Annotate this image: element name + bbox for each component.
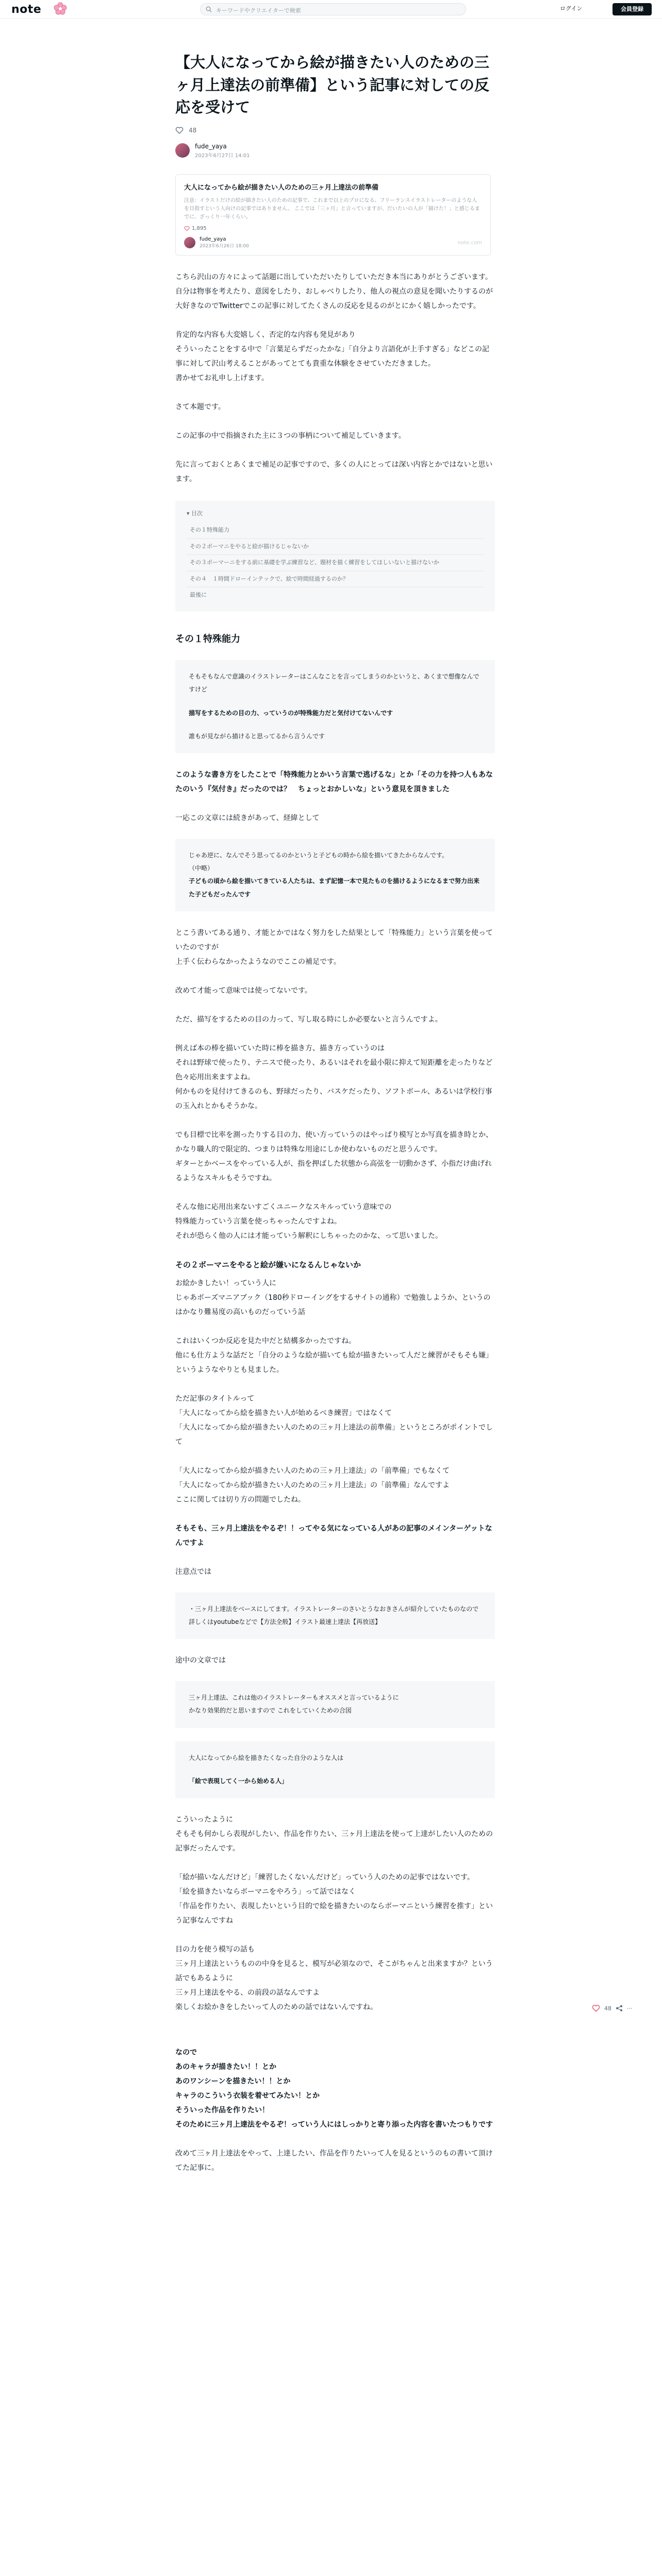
paragraph: このような書き方をしたことで「特殊能力とかいう言葉で逃げるな」とか「その力を持つ人もあなたのいう『気付き』だったのでは？ ちょっとおかしいな」という意見を頂きました — [175, 771, 493, 794]
embed-like-count: 1,895 — [192, 226, 207, 231]
toc-item[interactable]: その２ボーマニをやると絵が描けるじゃないか — [187, 539, 484, 555]
paragraph: 改めて三ヶ月上達法をやって、上達したい、作品を作りたいって人を見るというのもの書いて頂けてた記事に。 — [175, 2149, 493, 2172]
quote-line: じゃあ逆に、なんでそう思ってるのかというと子どもの時から絵を描いてきたからなんです。 — [189, 852, 449, 859]
paragraph: とこう書いてある通り、才能とかではなく努力をした結果として「特殊能力」という言葉を使っていたのですが 上手く伝わらなかったようなのでここの補足です。 — [175, 928, 493, 966]
blockquote — [175, 660, 495, 753]
embed-like — [184, 226, 482, 231]
toc-item[interactable]: その３ボーマーニをする前に基礎を学ぶ練習など、題材を描く練習をしてほしいないと描けないか — [187, 555, 484, 571]
toc-heading[interactable]: ▾ 目次 — [187, 510, 203, 517]
login-link[interactable]: ログイン — [560, 5, 583, 12]
paragraph: 注意点では — [175, 1567, 211, 1576]
quote-line: 「絵で表現してく一から始める人」 — [189, 1777, 288, 1785]
intro-paragraph: 肯定的な内容も大変嬉しく、否定的な内容も発見があり — [175, 331, 356, 339]
toc-item[interactable]: その１特殊能力 — [187, 522, 484, 539]
floating-like[interactable] — [592, 2004, 633, 2012]
paragraph: お絵かきしたい！っていう人に じゃあボーズマニアブック（180秒ドローイングをするサイトの通称）で勉強しようか、というのはかなり難易度の高いものだっていう話 — [175, 1279, 491, 1316]
author-name[interactable]: fude_yaya — [195, 142, 227, 150]
intro-paragraph: 自分は物事を考えたり、意図をしたり、おしゃべりしたり、他人の視点の意見を聞いたりするのが大好きなのでTwitterでこの記事に対してたくさんの反応を見るのがとにかく嬉しかったです。 — [175, 287, 493, 310]
avatar[interactable] — [175, 143, 190, 158]
search-input[interactable] — [200, 3, 466, 15]
search-icon — [206, 6, 212, 12]
embed-title[interactable]: 大人になってから絵が描きたい人のための三ヶ月上達法の前準備 — [184, 183, 379, 192]
intro-paragraph: この記事の中で指摘された主に３つの事柄について補足していきます。 — [175, 432, 406, 440]
paragraph: 一応この文章には続きがあって、経緯として — [175, 814, 320, 823]
embed-date: 2023年6月26日 18:00 — [200, 244, 249, 249]
heart-icon[interactable] — [175, 126, 184, 134]
paragraph: こういったように そもそも何かしら表現がしたい、作品を作りたい、三ヶ月上達法を使って上達がしたい人のための記事だったんです。 — [175, 1815, 493, 1853]
intro-paragraph: こちら沢山の方々によって話題に出していただいたりしていただき本当にありがとうございます。 — [175, 273, 492, 281]
paragraph: ただ、描写をするための目の力って、写し取る時にしか必要ないと言うんですよ。 — [175, 1015, 442, 1024]
paragraph: 途中の文章では — [175, 1656, 226, 1665]
paragraph: 「絵が描いなんだけど」「練習したくないんだけど」っていう人のための記事ではないです。 「絵を描きたいならボーマニをやろう」って話ではなく 「作品を作りたい、表現したいという目的で絵を描きたいのならボーマニという練習を推す」という記事なんですね — [175, 1873, 493, 1925]
embedded-article-card[interactable] — [175, 174, 491, 256]
table-of-contents — [175, 501, 495, 612]
paragraph: そんな他に応用出来ないすごくユニークなスキルっていう意味での 特殊能力っていう言葉を使っちゃったんですよね。 それが恐らく他の人には才能っていう解釈にしちゃったのかな、って思いました。 — [175, 1202, 442, 1240]
quote-line: そもそもなんで意識のイラストレーターはこんなことを言ってしまうのかというと、あくまで想像なんですけど — [189, 673, 479, 693]
toc-item[interactable]: 最後に — [190, 591, 207, 598]
floating-like-count: 48 — [604, 2005, 611, 2012]
paragraph: なので あのキャラが描きたい！！とか あのワンシーンを描きたい！！とか キャラのこういう衣装を着せてみたい！とか そういった作品を作りたい！ そのために三ヶ月上達法をやるぞ！っていう人にはしっかりと寄り添った内容を書いたつもりです — [175, 2048, 493, 2129]
more-icon[interactable]: ··· — [627, 2005, 633, 2012]
intro-paragraph: さて本題です。 — [175, 403, 225, 411]
search-placeholder: キーワードやクリエイターで検索 — [216, 7, 301, 14]
blockquote: ・三ヶ月上達法をベースにしてます。イラストレーターのさいとうなおきさんが紹介していたものなので詳しくはyoutubeなどで【方法全般】イラスト最速上達法【再放送】 — [175, 1592, 495, 1639]
toc-item[interactable]: その４ １時間ドローインテックで、絵で時間経過するのか？ — [187, 571, 484, 588]
paragraph: 例えば本の棒を描いていた時に棒を描き方、描き方っていうのは それは野球で使ったり、テニスで使ったり、あるいはそれを最小限に抑えて短距離を走ったりなど色々応用出来ますよね。 何かものを見付けてきるのも、野球だったり、バスケだったり、ソフトボール、あるいは学校行事の玉入れとかもそうかな。 — [175, 1044, 493, 1110]
like-count[interactable]: 48 — [189, 126, 197, 134]
article-title: 【大人になってから絵が描きたい人のための三ヶ月上達法の前準備】という記事に対しての反応を受けて — [175, 54, 490, 116]
blockquote — [175, 1741, 495, 1798]
quote-line: 描写をするための目の力、っていうのが特殊能力だと気付けてないんです — [189, 709, 393, 717]
site-header — [0, 0, 662, 19]
intro-paragraph: 先に言っておくとあくまで補足の記事ですので、多くの人にとっては深い内容とかではないと思います。 — [175, 461, 493, 483]
quote-line: 大人になってから絵を描きたくなった自分のような人は — [189, 1754, 344, 1761]
sakura-icon — [54, 2, 67, 15]
blockquote — [175, 839, 495, 911]
paragraph: 「大人になってから絵が描きたい人のための三ヶ月上達法」の「前準備」でもなくて 「大人になってから絵が描きたい人のための三ヶ月上達法」の「前準備」なんですよ ここに関しては切り方の問題でしたね。 — [175, 1466, 450, 1504]
embed-author — [184, 236, 482, 249]
blockquote: 三ヶ月上達法、これは他のイラストレーターもオススメと言っているように かなり効果的だと思いますので これをしていくための合図 — [175, 1681, 495, 1727]
heart-icon — [184, 226, 190, 231]
paragraph: これはいくつか反応を見た中だと結構多かったですね。 他にも仕方ような話だと「自分のような絵が描いても絵が描きたいって人だと練習がそもそも嫌」というようなやりとも見ました。 — [175, 1336, 493, 1374]
share-icon[interactable] — [616, 2005, 623, 2012]
like-row — [175, 124, 495, 137]
intro-paragraph: 書かせてお礼申し上げます。 — [175, 374, 269, 382]
quote-line: （中略） — [189, 865, 214, 872]
quote-line: 誰もが見ながら描けると思ってるから言うんです — [189, 732, 325, 740]
author-block[interactable] — [175, 143, 495, 159]
quote-line: 子どもの頃から絵を描いてきている人たちは、まず記憶一本で見たものを描けるようになるまで努力出来た子どもだったんです — [189, 877, 480, 898]
signup-button[interactable]: 会員登録 — [613, 3, 652, 15]
embed-description: 注意：イラストだけの絵が描きたい人のための記事で、これまで以上のプロになる、フリーランスイラストレーターのような人を目指すという人向けの記事ではありません。 ここでは「三ヶ月」と言っていますが、だいたいの人が「描けた！」と感じるまでに、ざっくり一年くらい。 — [184, 198, 480, 220]
paragraph: ただ記事のタイトルって 「大人になってから絵を描きたい人が始めるべき練習」ではなくて 「大人になってから絵が描きたい人のための三ヶ月上達法の前準備」というところがポイントでして — [175, 1394, 493, 1446]
section-heading: その１特殊能力 — [175, 633, 240, 645]
publish-date: 2023年6月27日 14:01 — [195, 152, 250, 159]
section-heading: その２ボーマニをやると絵が嫌いになるんじゃないか — [175, 1260, 361, 1269]
paragraph: でも目標で比率を測ったりする目の力、使い方っていうのはやっぱり模写とか写真を描き時とか、かなり職人的で限定的、つまりは特殊な用途にしか使わないものだと思うんです。 ギターとかベースをやっている人が、指を押ばした状態から高弦を一切動かさず、小指だけ曲げれるようなスキルもそうですね。 — [175, 1130, 493, 1182]
intro-paragraph: そういったことをする中で「言葉足らずだったかな」「自分より言語化が上手すぎる」などこの記事に対して沢山考えることがあってとても貴重な体験をさせていただきました。 — [175, 345, 489, 368]
embed-source: note.com — [457, 240, 482, 246]
paragraph: そもそも、三ヶ月上達法をやるぞ！！ってやる気になっている人があの記事のメインターゲットなんですよ — [175, 1524, 492, 1547]
article — [175, 52, 495, 2175]
note-logo[interactable]: note — [11, 3, 42, 16]
paragraph: 目の力を使う模写の話も 三ヶ月上達法というものの中身を見ると、模写が必須なので、そこがちゃんと出来ますか？という話でもあるように 三ヶ月上達法をやる、の前段の話なんですよ 楽しくお絵かきをしたいって人のための話ではないんですね。 — [175, 1945, 493, 2011]
paragraph: 改めて才能って意味では使ってないです。 — [175, 986, 312, 995]
embed-author-name: fude_yaya — [200, 236, 226, 242]
avatar — [184, 237, 195, 248]
heart-icon[interactable] — [592, 2004, 600, 2012]
